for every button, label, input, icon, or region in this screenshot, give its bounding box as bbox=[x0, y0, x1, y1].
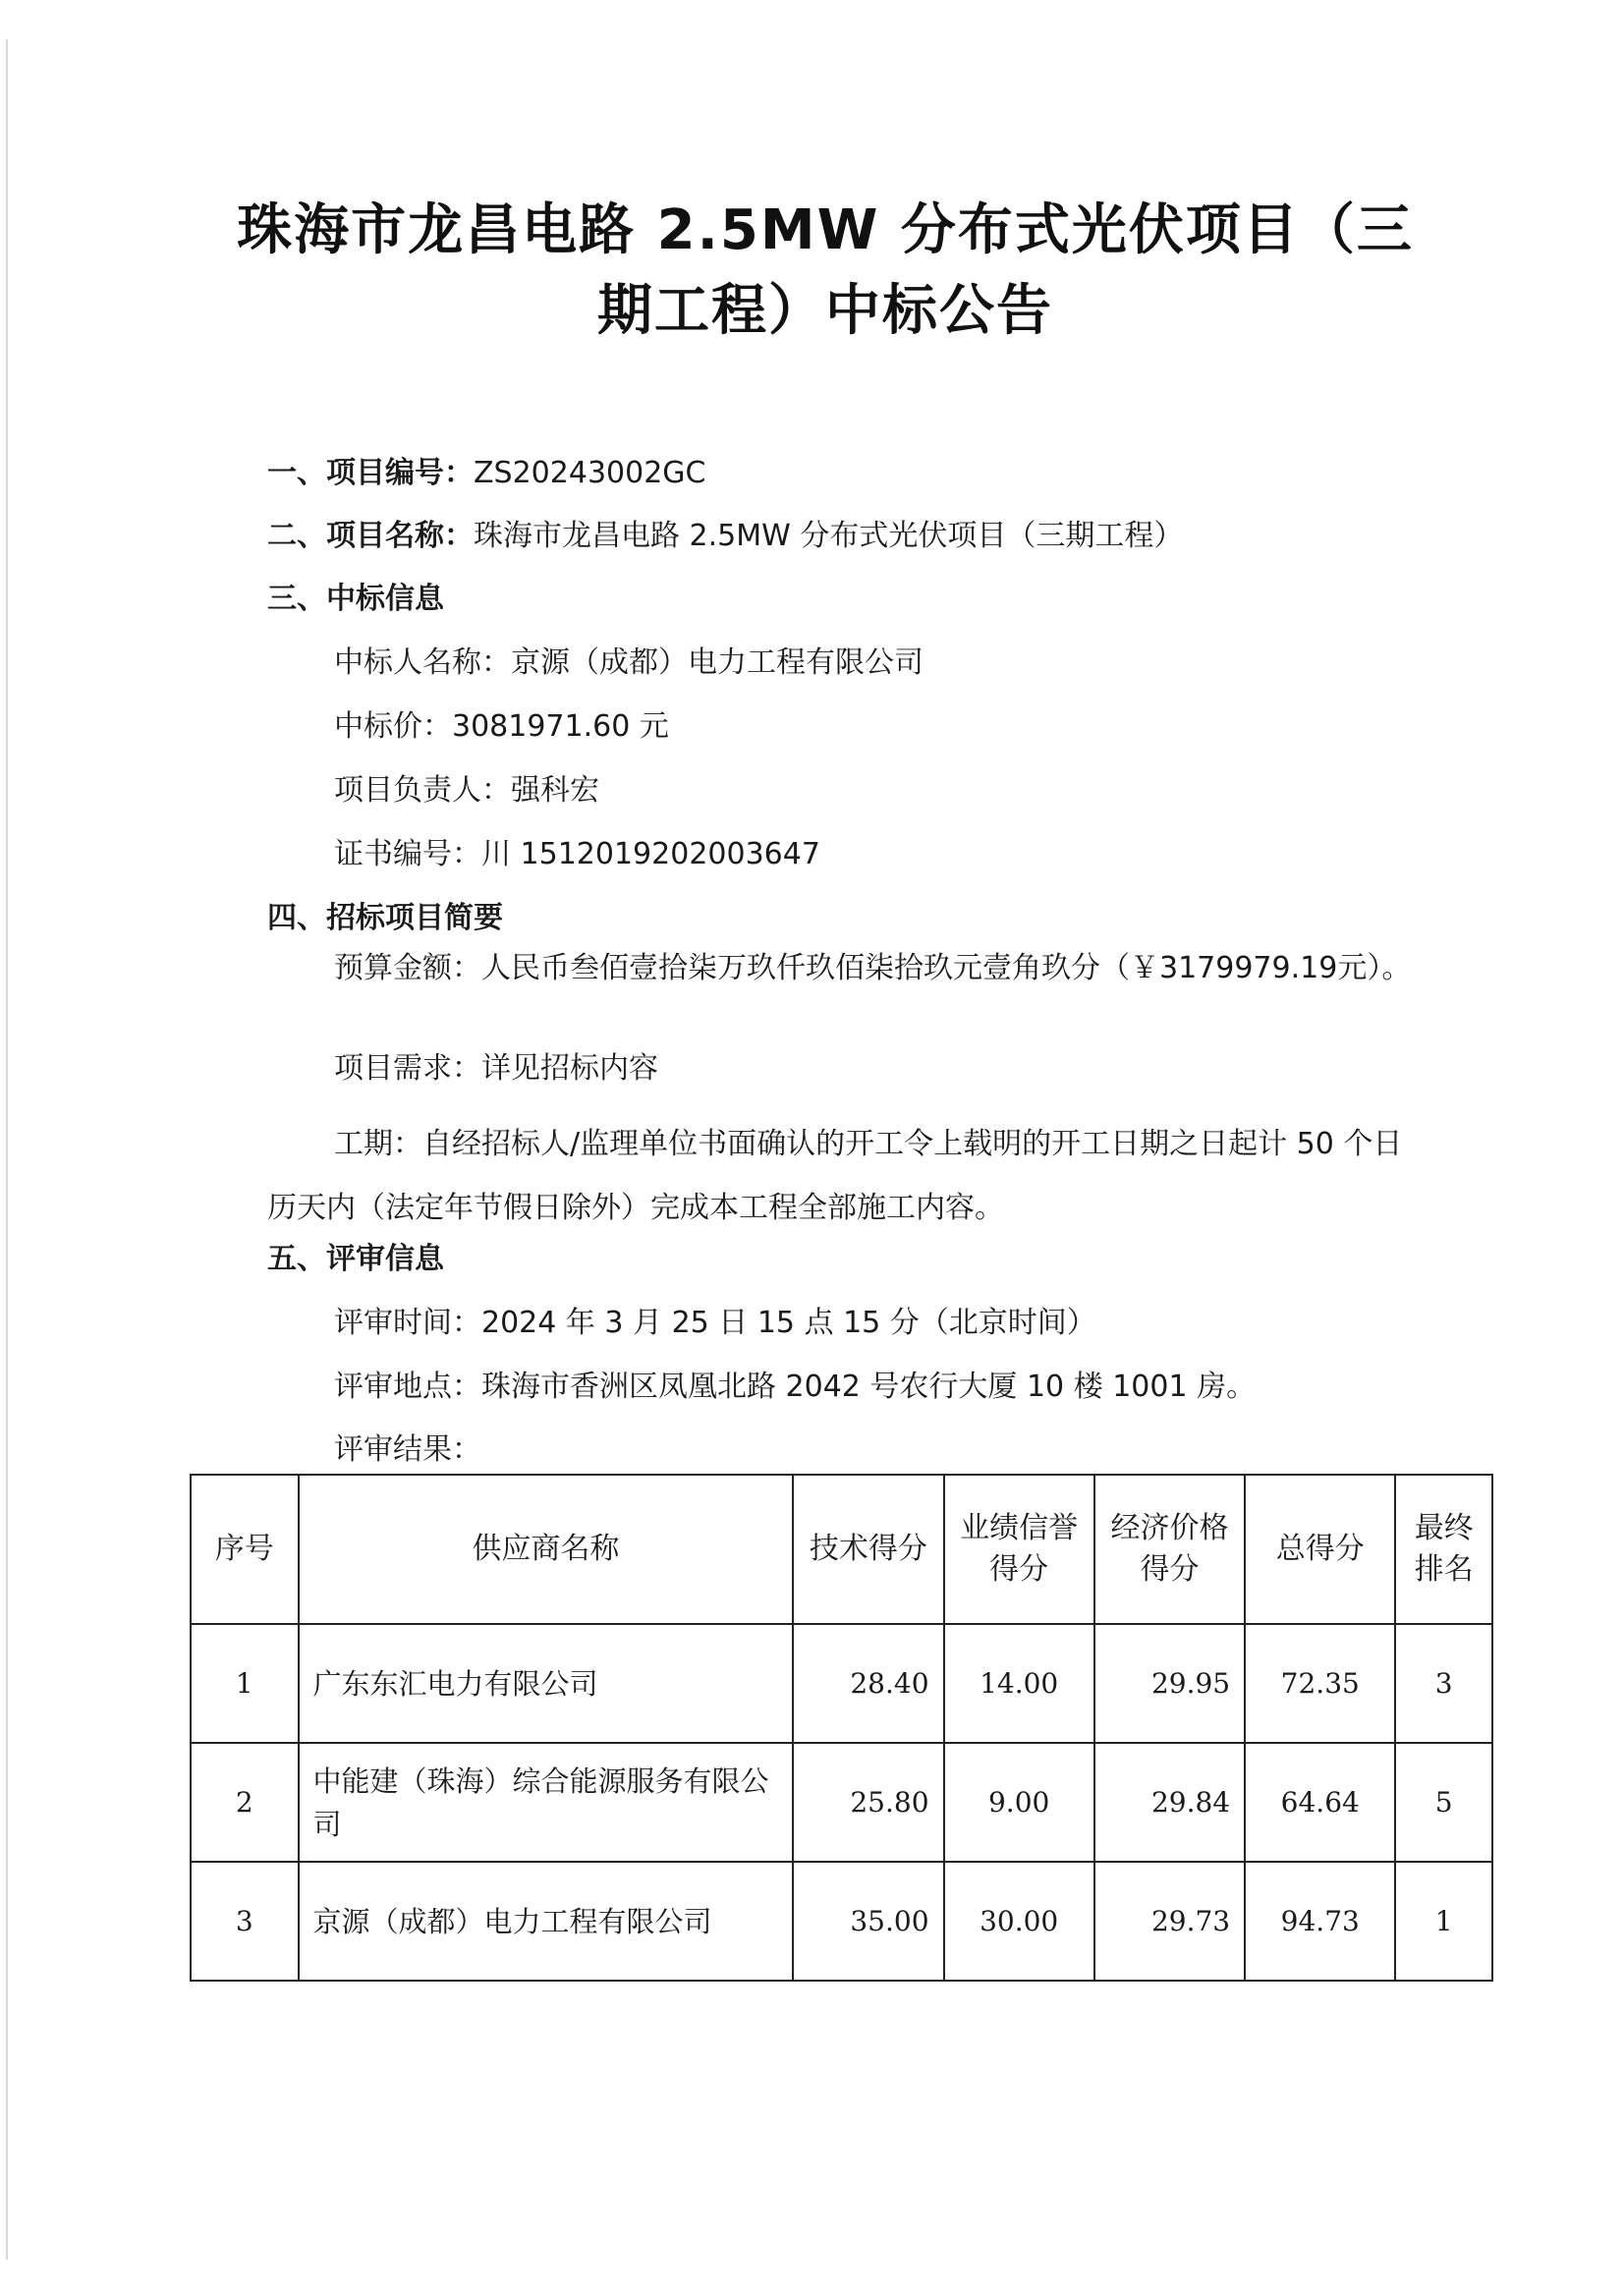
certificate-number: 证书编号：川 1512019202003647 bbox=[334, 837, 820, 871]
cell-final-rank: 1 bbox=[1395, 1862, 1492, 1981]
cell-tech-score: 28.40 bbox=[793, 1624, 943, 1743]
table-row bbox=[191, 1862, 1492, 1981]
budget-amount: 预算金额：人民币叁佰壹拾柒万玖仟玖佰柒拾玖元壹角玖分（￥3179979.19元）。 bbox=[334, 951, 1412, 985]
construction-period: 工期：自经招标人/监理单位书面确认的开工令上载明的开工日期之日起计 50 个日历天内（法定年节假日除外）完成本工程全部施工内容。 bbox=[267, 1127, 1403, 1225]
header-seq: 序号 bbox=[191, 1475, 299, 1624]
cell-supplier-name: 京源（成都）电力工程有限公司 bbox=[299, 1862, 794, 1981]
header-supplier-name: 供应商名称 bbox=[299, 1475, 794, 1624]
cell-supplier-name: 广东东汇电力有限公司 bbox=[299, 1624, 794, 1743]
project-manager: 项目负责人：强科宏 bbox=[334, 773, 599, 808]
cell-tech-score: 25.80 bbox=[793, 1743, 943, 1862]
cell-economic-score: 29.73 bbox=[1094, 1862, 1245, 1981]
table-row bbox=[191, 1743, 1492, 1862]
cell-performance-score: 30.00 bbox=[944, 1862, 1094, 1981]
section-project-number bbox=[267, 454, 705, 493]
scan-edge-line bbox=[6, 39, 8, 2260]
cell-tech-score: 35.00 bbox=[793, 1862, 943, 1981]
cell-economic-score: 29.95 bbox=[1094, 1624, 1245, 1743]
cell-supplier-name: 中能建（珠海）综合能源服务有限公司 bbox=[299, 1743, 794, 1862]
review-results-table bbox=[190, 1474, 1493, 1982]
document-title-line-1: 珠海市龙昌电路 2.5MW 分布式光伏项目（三 bbox=[237, 198, 1414, 262]
header-performance-score: 业绩信誉得分 bbox=[944, 1475, 1094, 1624]
cell-seq: 2 bbox=[191, 1743, 299, 1862]
winner-name: 中标人名称：京源（成都）电力工程有限公司 bbox=[334, 645, 924, 680]
cell-final-rank: 3 bbox=[1395, 1624, 1492, 1743]
section-tender-summary: 四、招标项目简要 bbox=[267, 901, 503, 935]
cell-seq: 1 bbox=[191, 1624, 299, 1743]
cell-performance-score: 14.00 bbox=[944, 1624, 1094, 1743]
cell-performance-score: 9.00 bbox=[944, 1743, 1094, 1862]
winning-price: 中标价：3081971.60 元 bbox=[334, 709, 669, 744]
review-place: 评审地点：珠海市香洲区凤凰北路 2042 号农行大厦 10 楼 1001 房。 bbox=[334, 1370, 1257, 1404]
section-label: 二、项目名称： bbox=[267, 519, 474, 553]
cell-total-score: 64.64 bbox=[1245, 1743, 1395, 1862]
header-tech-score: 技术得分 bbox=[793, 1475, 943, 1624]
cell-economic-score: 29.84 bbox=[1094, 1743, 1245, 1862]
section-award-info: 三、中标信息 bbox=[267, 582, 444, 616]
section-project-name bbox=[267, 517, 1183, 556]
cell-total-score: 72.35 bbox=[1245, 1624, 1395, 1743]
project-number-value: ZS20243002GC bbox=[474, 456, 706, 490]
cell-total-score: 94.73 bbox=[1245, 1862, 1395, 1981]
section-review-info: 五、评审信息 bbox=[267, 1242, 444, 1276]
header-final-rank: 最终排名 bbox=[1395, 1475, 1492, 1624]
cell-seq: 3 bbox=[191, 1862, 299, 1981]
table-header-row bbox=[191, 1475, 1492, 1624]
header-total-score: 总得分 bbox=[1245, 1475, 1395, 1624]
document-title-line-2: 期工程）中标公告 bbox=[597, 279, 1053, 343]
review-time: 评审时间：2024 年 3 月 25 日 15 点 15 分（北京时间） bbox=[334, 1306, 1096, 1340]
header-economic-score: 经济价格得分 bbox=[1094, 1475, 1245, 1624]
review-result-label: 评审结果： bbox=[334, 1432, 481, 1467]
cell-final-rank: 5 bbox=[1395, 1743, 1492, 1862]
section-label: 一、项目编号： bbox=[267, 456, 474, 490]
project-name-value: 珠海市龙昌电路 2.5MW 分布式光伏项目（三期工程） bbox=[474, 519, 1184, 553]
project-requirements: 项目需求：详见招标内容 bbox=[334, 1051, 658, 1086]
table-row bbox=[191, 1624, 1492, 1743]
